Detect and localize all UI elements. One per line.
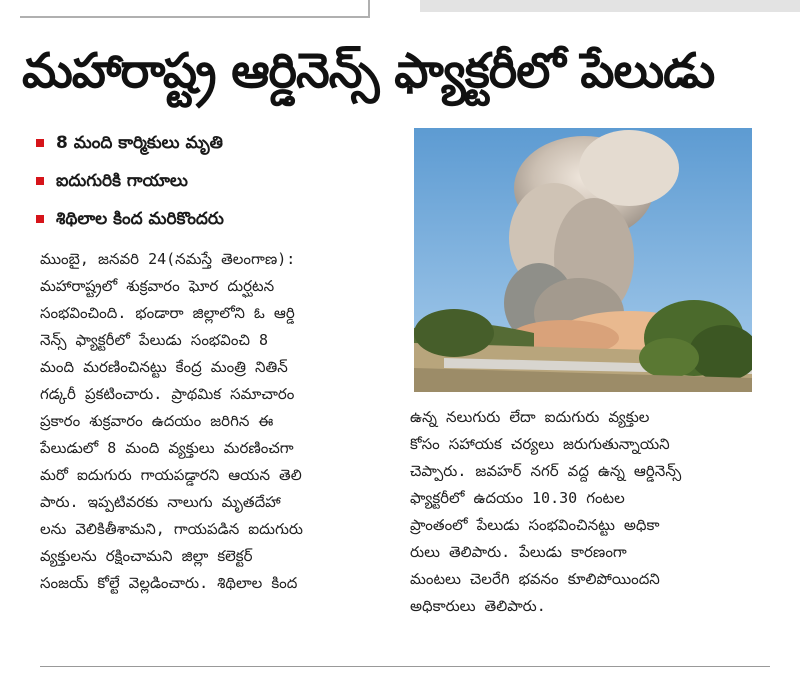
body-line: ప్రకారం శుక్రవారం ఉదయం జరిగిన ఈ xyxy=(40,412,274,430)
bottom-divider xyxy=(40,666,770,667)
body-line: పేలుడులో 8 మంది వ్యక్తులు మరణించగా xyxy=(40,439,294,457)
body-line: కోసం సహాయక చర్యలు జరుగుతున్నాయని xyxy=(410,435,670,453)
highlights-list xyxy=(32,124,404,238)
body-line: మంది మరణించినట్టు కేంద్ర మంత్రి నితిన్ xyxy=(40,358,288,376)
body-line: సంభవించింది. భండారా జిల్లాలోని ఓ ఆర్డి xyxy=(40,304,295,322)
headline: మహారాష్ట్ర ఆర్డినెన్స్ ఫ్యాక్టరీలో పేలుడు xyxy=(22,43,715,99)
body-line: వ్యక్తులను రక్షించామని జిల్లా కలెక్టర్ xyxy=(40,547,253,565)
bullet-square-icon xyxy=(36,215,44,223)
body-line: ఫ్యాక్టరీలో ఉదయం 10.30 గంటల xyxy=(410,489,625,507)
highlight-text: శిథిలాల కింద మరికొందరు xyxy=(56,209,224,229)
body-line: అధికారులు తెలిపారు. xyxy=(410,597,546,615)
body-line: ప్రాంతంలో పేలుడు సంభవించినట్టు అధికా xyxy=(410,516,660,534)
article-body-right-column xyxy=(410,404,760,620)
body-line: మరో ఐదుగురు గాయపడ్డారని ఆయన తెలి xyxy=(40,466,302,484)
body-line: లను వెలికితీశామని, గాయపడిన ఐదుగురు xyxy=(40,520,303,538)
previous-article-border xyxy=(20,0,370,18)
explosion-photo xyxy=(414,128,752,392)
body-line: మహారాష్ట్రలో శుక్రవారం ఘోర దుర్ఘటన xyxy=(40,277,275,295)
body-line: మంటలు చెలరేగి భవనం కూలిపోయిందని xyxy=(410,570,660,588)
highlight-text: ఐదుగురికి గాయాలు xyxy=(56,171,188,191)
highlight-item xyxy=(32,200,404,238)
highlight-item xyxy=(32,162,404,200)
body-line: గడ్కరీ ప్రకటించారు. ప్రాథమిక సమాచారం xyxy=(40,385,295,403)
bullet-square-icon xyxy=(36,177,44,185)
body-line: పారు. ఇప్పటివరకు నాలుగు మృతదేహా xyxy=(40,493,281,511)
body-line: చెప్పారు. జవహర్ నగర్ వద్ద ఉన్న ఆర్డినెన్స్ xyxy=(410,462,682,480)
body-line: సంజయ్ కోల్టే వెల్లడించారు. శిథిలాల కింద xyxy=(40,574,298,592)
bullet-square-icon xyxy=(36,139,44,147)
body-line: ఉన్న నలుగురు లేదా ఐదుగురు వ్యక్తుల xyxy=(410,408,650,426)
article-body-left-column xyxy=(40,246,394,597)
highlight-item xyxy=(32,124,404,162)
highlight-text: 8 మంది కార్మికులు మృతి xyxy=(56,133,223,153)
previous-article-strip xyxy=(420,0,800,12)
body-line: ముంబై, జనవరి 24(నమస్తే తెలంగాణ): xyxy=(40,250,296,268)
body-line: రులు తెలిపారు. పేలుడు కారణంగా xyxy=(410,543,627,561)
body-line: నెన్స్ ఫ్యాక్టరీలో పేలుడు సంభవించి 8 xyxy=(40,331,268,349)
